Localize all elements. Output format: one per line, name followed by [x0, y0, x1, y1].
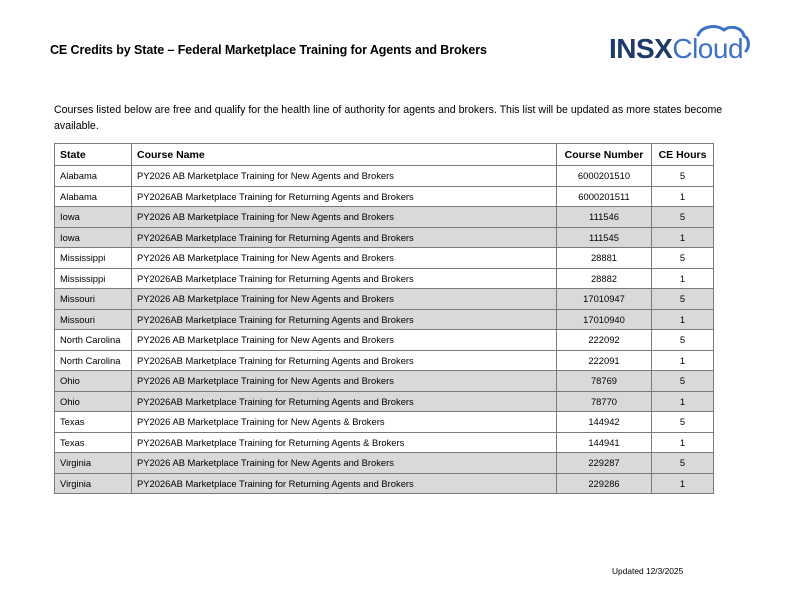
column-header-ce-hours: CE Hours [652, 144, 714, 166]
cell-course-number: 6000201510 [557, 166, 652, 187]
table-row [55, 207, 714, 228]
page-title: CE Credits by State – Federal Marketplace Training for Agents and Brokers [50, 43, 487, 57]
cell-ce-hours: 5 [652, 248, 714, 269]
cell-state: Iowa [55, 207, 132, 228]
cell-course-number: 229286 [557, 473, 652, 494]
cell-course-name: PY2026AB Marketplace Training for Returning Agents and Brokers [132, 473, 557, 494]
cell-ce-hours: 5 [652, 412, 714, 433]
cell-course-number: 17010940 [557, 309, 652, 330]
table-row [55, 330, 714, 351]
cell-state: Virginia [55, 473, 132, 494]
table-row [55, 166, 714, 187]
cell-course-name: PY2026AB Marketplace Training for Returning Agents and Brokers [132, 227, 557, 248]
cell-state: Alabama [55, 186, 132, 207]
cell-course-number: 111545 [557, 227, 652, 248]
cell-ce-hours: 1 [652, 186, 714, 207]
cell-state: Virginia [55, 453, 132, 474]
cell-ce-hours: 5 [652, 166, 714, 187]
cell-course-name: PY2026 AB Marketplace Training for New Agents and Brokers [132, 248, 557, 269]
cell-course-number: 17010947 [557, 289, 652, 310]
cell-course-number: 28882 [557, 268, 652, 289]
cell-state: Ohio [55, 391, 132, 412]
table-header-row [55, 144, 714, 166]
table-row [55, 248, 714, 269]
cell-course-name: PY2026 AB Marketplace Training for New Agents and Brokers [132, 330, 557, 351]
cell-course-number: 144942 [557, 412, 652, 433]
table-row [55, 412, 714, 433]
cell-ce-hours: 1 [652, 350, 714, 371]
cell-state: Alabama [55, 166, 132, 187]
cell-course-number: 144941 [557, 432, 652, 453]
cell-ce-hours: 5 [652, 207, 714, 228]
cell-state: Texas [55, 412, 132, 433]
cell-course-number: 222091 [557, 350, 652, 371]
column-header-course-name: Course Name [132, 144, 557, 166]
cell-course-number: 229287 [557, 453, 652, 474]
cell-course-number: 6000201511 [557, 186, 652, 207]
cell-course-number: 78769 [557, 371, 652, 392]
cell-course-number: 222092 [557, 330, 652, 351]
column-header-state: State [55, 144, 132, 166]
table-body [55, 166, 714, 494]
table-row [55, 186, 714, 207]
cell-ce-hours: 5 [652, 289, 714, 310]
table-row [55, 432, 714, 453]
cell-ce-hours: 1 [652, 391, 714, 412]
cell-course-name: PY2026AB Marketplace Training for Returning Agents and Brokers [132, 391, 557, 412]
table-row [55, 289, 714, 310]
cell-ce-hours: 1 [652, 268, 714, 289]
logo-text-light: Cloud [672, 33, 744, 64]
cell-course-number: 111546 [557, 207, 652, 228]
cell-course-name: PY2026AB Marketplace Training for Returning Agents & Brokers [132, 432, 557, 453]
insxcloud-logo [606, 22, 751, 64]
cell-ce-hours: 5 [652, 330, 714, 351]
cell-state: North Carolina [55, 330, 132, 351]
updated-date: Updated 12/3/2025 [612, 566, 684, 576]
cell-state: Missouri [55, 289, 132, 310]
cell-course-name: PY2026AB Marketplace Training for Returning Agents and Brokers [132, 268, 557, 289]
cell-ce-hours: 1 [652, 473, 714, 494]
cell-state: Mississippi [55, 268, 132, 289]
cell-ce-hours: 1 [652, 309, 714, 330]
table-row [55, 391, 714, 412]
cell-state: Iowa [55, 227, 132, 248]
cell-state: Ohio [55, 371, 132, 392]
cell-ce-hours: 5 [652, 453, 714, 474]
cell-course-name: PY2026 AB Marketplace Training for New Agents and Brokers [132, 166, 557, 187]
cell-ce-hours: 1 [652, 227, 714, 248]
cell-ce-hours: 1 [652, 432, 714, 453]
table-row [55, 371, 714, 392]
cell-course-name: PY2026AB Marketplace Training for Returning Agents and Brokers [132, 186, 557, 207]
cell-ce-hours: 5 [652, 371, 714, 392]
cell-course-name: PY2026AB Marketplace Training for Returning Agents and Brokers [132, 309, 557, 330]
cell-course-name: PY2026 AB Marketplace Training for New Agents and Brokers [132, 453, 557, 474]
cell-course-name: PY2026 AB Marketplace Training for New Agents and Brokers [132, 371, 557, 392]
table-row [55, 350, 714, 371]
cell-state: North Carolina [55, 350, 132, 371]
table-row [55, 473, 714, 494]
logo-text-dark: INSX [609, 33, 673, 64]
cell-course-name: PY2026 AB Marketplace Training for New Agents and Brokers [132, 207, 557, 228]
table-row [55, 227, 714, 248]
table-row [55, 453, 714, 474]
cell-state: Missouri [55, 309, 132, 330]
table-row [55, 268, 714, 289]
courses-table [54, 143, 714, 494]
table-row [55, 309, 714, 330]
cell-course-number: 28881 [557, 248, 652, 269]
cell-course-name: PY2026 AB Marketplace Training for New Agents & Brokers [132, 412, 557, 433]
intro-paragraph: Courses listed below are free and qualify for the health line of authority for agents and brokers. This list will be updated as more states become available. [54, 104, 723, 132]
cell-course-name: PY2026 AB Marketplace Training for New Agents and Brokers [132, 289, 557, 310]
column-header-course-number: Course Number [557, 144, 652, 166]
cell-course-number: 78770 [557, 391, 652, 412]
cell-course-name: PY2026AB Marketplace Training for Returning Agents and Brokers [132, 350, 557, 371]
cell-state: Mississippi [55, 248, 132, 269]
svg-text:INSXCloud [609, 33, 743, 64]
cell-state: Texas [55, 432, 132, 453]
